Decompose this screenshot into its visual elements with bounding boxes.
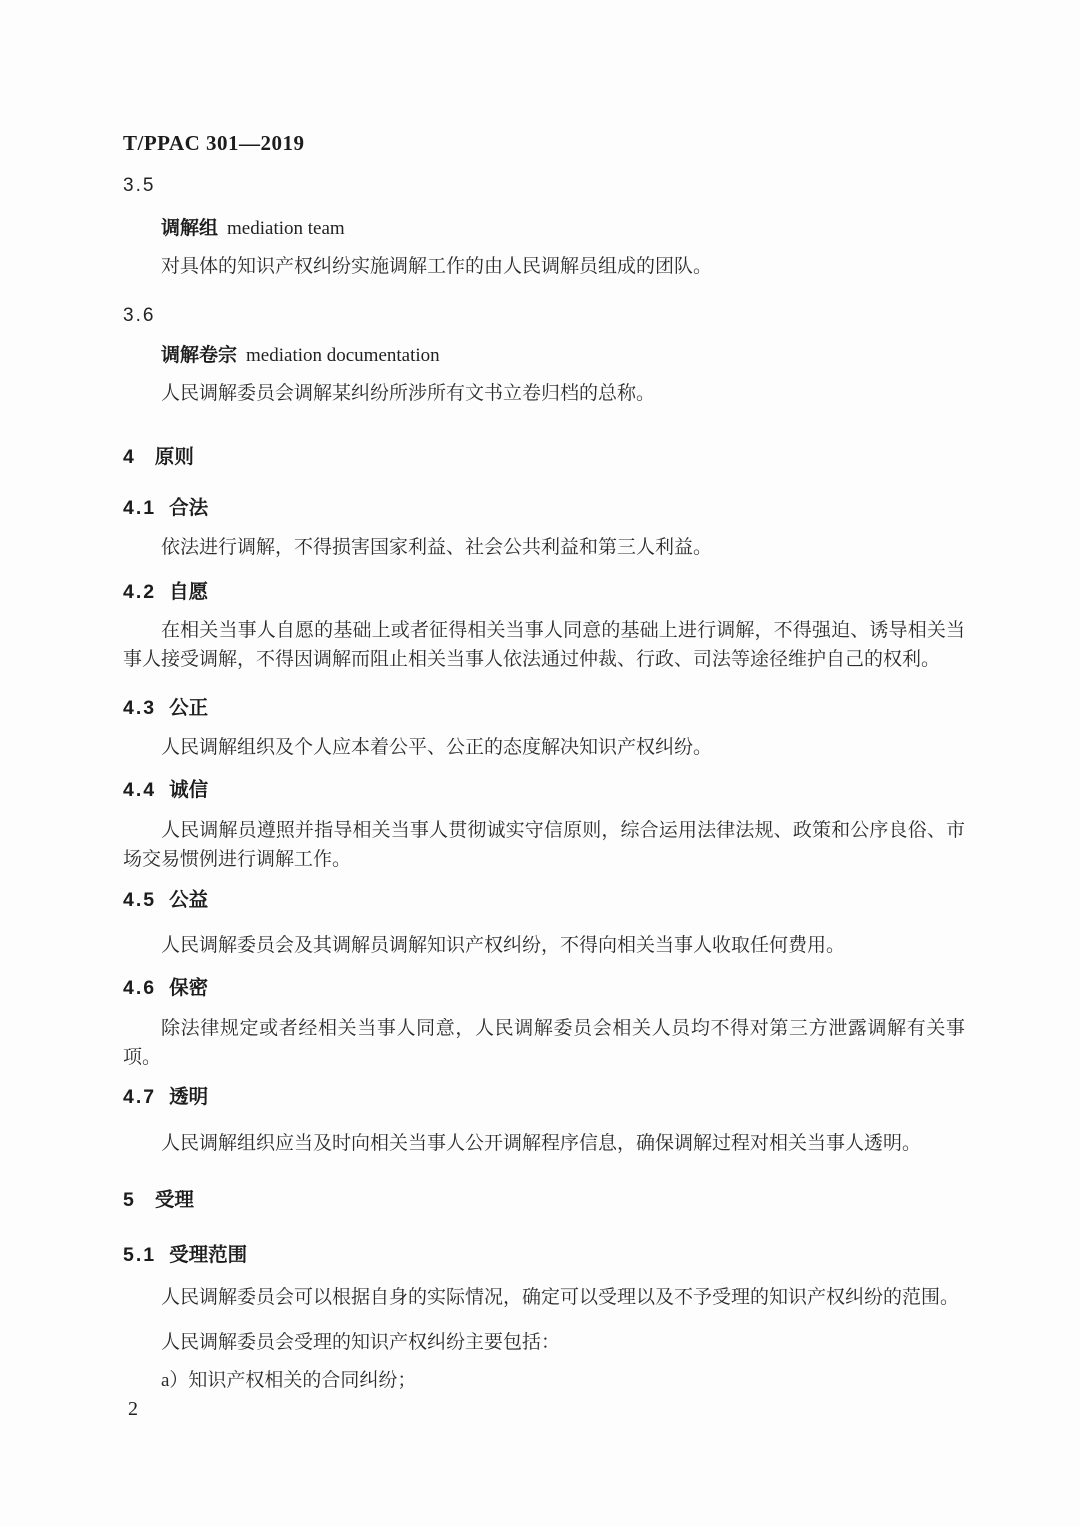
term-en-3-6: mediation documentation	[246, 345, 440, 366]
list-item-a: a）知识产权相关的合同纠纷；	[161, 1370, 417, 1391]
clause-paragraph-4-5: 人民调解委员会及其调解员调解知识产权纠纷，不得向相关当事人收取任何费用。	[161, 935, 846, 956]
clause-heading-4-5	[123, 886, 965, 915]
clause-title-4-4: 诚信	[169, 779, 209, 801]
clause-paragraph-4-2: 在相关当事人自愿的基础上或者征得相关当事人同意的基础上进行调解，不得强迫、诱导相关当事人接受调解，不得因调解而阻止相关当事人依法通过仲裁、行政、司法等途径维护自己的权利。	[123, 620, 965, 670]
clause-number-4-7: 4.7	[123, 1086, 157, 1108]
clause-heading-4-3	[123, 694, 965, 723]
clause-number-4-1: 4.1	[123, 497, 157, 519]
clause-title-5-1: 受理范围	[169, 1244, 248, 1266]
clause-title-4-6: 保密	[169, 977, 209, 999]
clause-heading-4-1	[123, 494, 965, 523]
clause-title-4-1: 合法	[169, 497, 209, 519]
term-zh-3-5: 调解组	[161, 218, 219, 239]
clause-title-4-5: 公益	[169, 889, 209, 911]
term-number-3-6: 3.6	[123, 305, 156, 326]
chapter-heading-4	[123, 443, 965, 472]
term-definition-3-6: 人民调解委员会调解某纠纷所涉所有文书立卷归档的总称。	[161, 383, 656, 404]
clause-number-4-2: 4.2	[123, 581, 157, 603]
chapter-number-5: 5	[123, 1189, 136, 1211]
clause-number-5-1: 5.1	[123, 1244, 157, 1266]
clause-paragraph-5-1-a: 人民调解委员会可以根据自身的实际情况，确定可以受理以及不予受理的知识产权纠纷的范围。	[161, 1287, 960, 1308]
doc-code-header: T/PPAC 301—2019	[123, 131, 305, 155]
term-line-3-5	[123, 214, 965, 243]
term-definition-3-5: 对具体的知识产权纠纷实施调解工作的由人民调解员组成的团队。	[161, 256, 713, 277]
chapter-heading-5	[123, 1186, 965, 1215]
chapter-title-4: 原则	[154, 446, 194, 468]
clause-title-4-7: 透明	[169, 1086, 209, 1108]
clause-paragraph-5-1-b: 人民调解委员会受理的知识产权纠纷主要包括：	[161, 1332, 561, 1353]
clause-title-4-2: 自愿	[169, 581, 209, 603]
term-number-3-5: 3.5	[123, 175, 156, 196]
clause-heading-4-4	[123, 776, 965, 805]
clause-paragraph-4-6: 除法律规定或者经相关当事人同意，人民调解委员会相关人员均不得对第三方泄露调解有关事项。	[123, 1018, 965, 1068]
term-zh-3-6: 调解卷宗	[161, 345, 238, 366]
clause-number-4-6: 4.6	[123, 977, 157, 999]
clause-number-4-3: 4.3	[123, 697, 157, 719]
clause-number-4-5: 4.5	[123, 889, 157, 911]
clause-heading-4-7	[123, 1083, 965, 1112]
chapter-number-4: 4	[123, 446, 136, 468]
page-number: 2	[128, 1398, 138, 1420]
clause-number-4-4: 4.4	[123, 779, 157, 801]
clause-heading-4-6	[123, 974, 965, 1003]
clause-paragraph-4-4: 人民调解员遵照并指导相关当事人贯彻诚实守信原则，综合运用法律法规、政策和公序良俗、市场交易惯例进行调解工作。	[123, 820, 965, 870]
clause-paragraph-4-7: 人民调解组织应当及时向相关当事人公开调解程序信息，确保调解过程对相关当事人透明。	[161, 1133, 922, 1154]
term-en-3-5: mediation team	[227, 218, 345, 239]
clause-title-4-3: 公正	[169, 697, 209, 719]
clause-paragraph-4-3: 人民调解组织及个人应本着公平、公正的态度解决知识产权纠纷。	[161, 737, 713, 758]
term-line-3-6	[123, 341, 965, 370]
clause-paragraph-4-1: 依法进行调解，不得损害国家利益、社会公共利益和第三人利益。	[161, 537, 713, 558]
clause-heading-4-2	[123, 578, 965, 607]
chapter-title-5: 受理	[154, 1189, 194, 1211]
clause-heading-5-1	[123, 1241, 965, 1270]
